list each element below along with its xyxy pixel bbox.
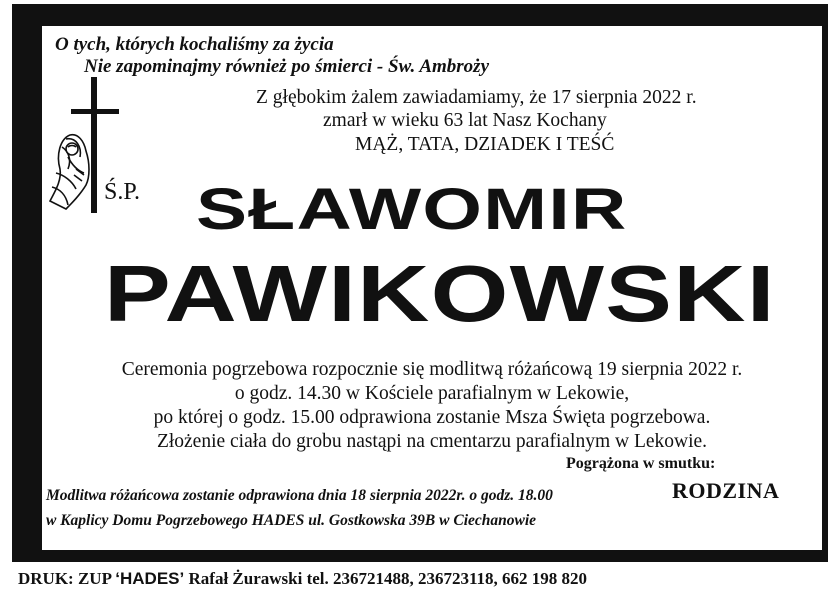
announcement-line-1: Z głębokim żalem zawiadamiamy, że 17 sierpnia 2022 r. — [256, 87, 697, 108]
print-credit — [18, 569, 587, 589]
praying-figure-icon — [50, 135, 89, 209]
prefix-label: Ś.P. — [104, 179, 141, 205]
obituary-card — [42, 26, 822, 550]
announcement-line-3: MĄŻ, TATA, DZIADEK I TEŚĆ — [355, 134, 615, 155]
ceremony-line-1: Ceremonia pogrzebowa rozpocznie się modlitwą różańcową 19 sierpnia 2022 r. — [121, 359, 743, 380]
family-signature: RODZINA — [672, 478, 780, 503]
obituary-border — [12, 4, 828, 562]
quote-line-1: O tych, których kochaliśmy za życia — [55, 34, 334, 55]
quote-line-2: Nie zapominajmy również po śmierci - Św. Ambroży — [84, 56, 490, 77]
print-credit-contact: Rafał Żurawski tel. 236721488, 236723118, 662 198 820 — [184, 569, 588, 588]
ceremony-line-4: Złożenie ciała do grobu nastąpi na cmentarzu parafialnym w Lekowie. — [156, 431, 708, 452]
mourning-label: Pogrążona w smutku: — [566, 455, 716, 472]
ceremony-line-2: o godz. 14.30 w Kościele parafialnym w Lekowie, — [234, 383, 630, 404]
rosary-line-2: w Kaplicy Domu Pogrzebowego HADES ul. Gostkowska 39B w Ciechanowie — [46, 512, 537, 529]
print-credit-prefix: DRUK: ZUP — [18, 569, 116, 588]
last-name: PAWIKOWSKI — [104, 249, 776, 338]
announcement-line-2: zmarł w wieku 63 lat Nasz Kochany — [323, 110, 607, 131]
first-name: SŁAWOMIR — [196, 177, 628, 242]
ceremony-line-3: po której o godz. 15.00 odprawiona zostanie Msza Święta pogrzebowa. — [153, 407, 711, 428]
rosary-line-1: Modlitwa różańcowa zostanie odprawiona dnia 18 sierpnia 2022r. o godz. 18.00 — [46, 487, 553, 504]
print-credit-brand: ‘HADES’ — [115, 569, 185, 588]
